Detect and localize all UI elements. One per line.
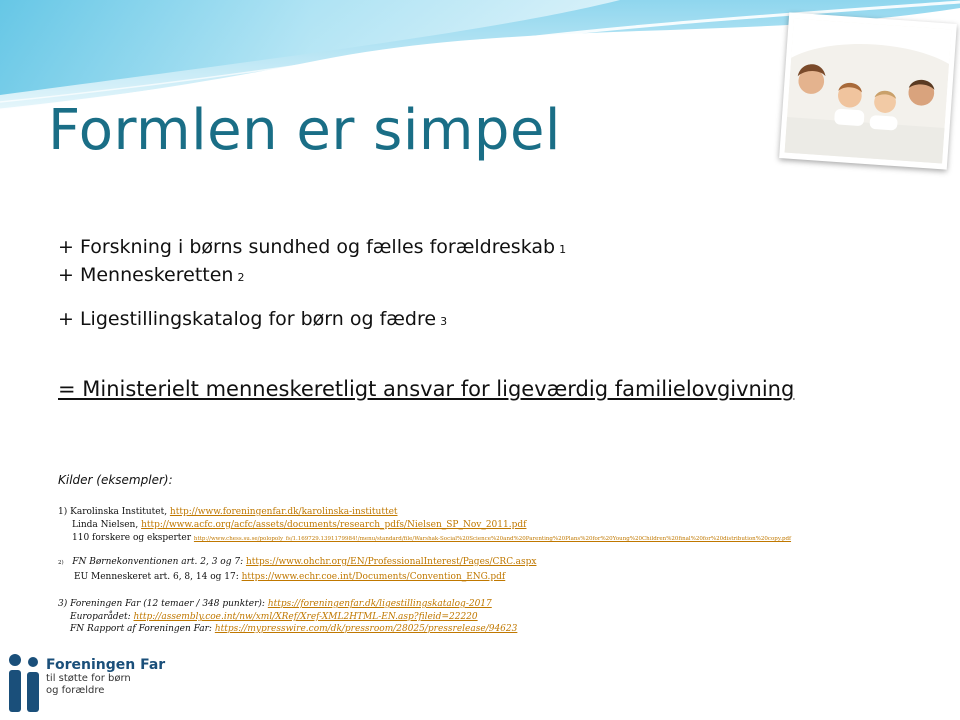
- sources-heading: Kilder (eksempler):: [58, 473, 173, 487]
- source-3a-prefix: 3) Foreningen Far (12 temaer / 348 punkter):: [58, 599, 268, 609]
- source-1a: [58, 507, 398, 518]
- ref-2: 2: [237, 271, 245, 284]
- source-1a-prefix: 1) Karolinska Institutet,: [58, 507, 170, 517]
- family-photo: [779, 12, 957, 169]
- formula-line-catalog: [58, 307, 447, 334]
- source-2a-link[interactable]: https://www.ohchr.org/EN/ProfessionalInterest/Pages/CRC.aspx: [245, 557, 537, 567]
- source-2b-prefix: EU Menneskeret art. 6, 8, 14 og 17:: [74, 572, 242, 582]
- source-1b-link[interactable]: http://www.acfc.org/acfc/assets/documents/research_pdfs/Nielsen_SP_Nov_2011.pdf: [141, 520, 527, 530]
- formula-line-human-rights: [58, 263, 244, 290]
- family-image: [784, 18, 951, 165]
- source-3b-prefix: Europarådet:: [70, 612, 134, 622]
- source-2a: [58, 557, 536, 569]
- logo-tagline-2: og forældre: [46, 685, 105, 696]
- source-3c-prefix: FN Rapport af Foreningen Far:: [70, 624, 215, 634]
- formula-line-human-rights-text: + Menneskeretten: [58, 264, 234, 286]
- foreningen-far-logo-icon: [6, 652, 46, 716]
- formula-result: = Ministerielt menneskeretligt ansvar for ligeværdig familielovgivning: [58, 377, 795, 401]
- source-1b-prefix: Linda Nielsen,: [72, 520, 142, 530]
- ref-3: 3: [440, 315, 448, 328]
- source-3a-link[interactable]: https://foreningenfar.dk/ligestillingskatalog-2017: [267, 599, 492, 609]
- slide-title: Formlen er simpel: [48, 98, 561, 163]
- source-1c: [72, 533, 791, 545]
- logo-text: [46, 657, 165, 697]
- formula-line-research: [58, 235, 566, 262]
- source-3b: [70, 612, 478, 623]
- formula-line-research-text: + Forskning i børns sundhed og fælles forældreskab: [58, 236, 556, 258]
- source-3a: [58, 599, 492, 610]
- source-1c-prefix: 110 forskere og eksperter: [72, 533, 194, 543]
- ref-1: 1: [559, 243, 567, 256]
- source-1a-link[interactable]: http://www.foreningenfar.dk/karolinska-instituttet: [169, 507, 398, 517]
- source-2b-link[interactable]: https://www.echr.coe.int/Documents/Convention_ENG.pdf: [241, 572, 506, 582]
- source-1b: [72, 520, 526, 531]
- source-3c-link[interactable]: https://mypresswire.com/dk/pressroom/28025/pressrelease/94623: [214, 624, 518, 634]
- source-2a-prefix: FN Børnekonventionen art. 2, 3 og 7:: [72, 557, 246, 567]
- source-3b-link[interactable]: http://assembly.coe.int/nw/xml/XRef/Xref-XML2HTML-EN.asp?fileid=22220: [133, 612, 478, 622]
- source-2a-number: 2): [58, 560, 64, 566]
- formula-line-catalog-text: + Ligestillingskatalog for børn og fædre: [58, 308, 437, 330]
- source-3c: [70, 624, 517, 635]
- logo-name: Foreningen Far: [46, 657, 166, 673]
- logo-tagline-1: til støtte for børn: [46, 673, 131, 684]
- source-2b: [74, 572, 505, 583]
- source-1c-link[interactable]: http://www.chess.su.se/polopoly_fs/1.169729.1391179984!/menu/standard/file/Warshak-Social%20Science%20and%20Parenting%20Plans%20for%20Young%20Children%20final%20for%20distribution%20copy.pdf: [193, 536, 792, 542]
